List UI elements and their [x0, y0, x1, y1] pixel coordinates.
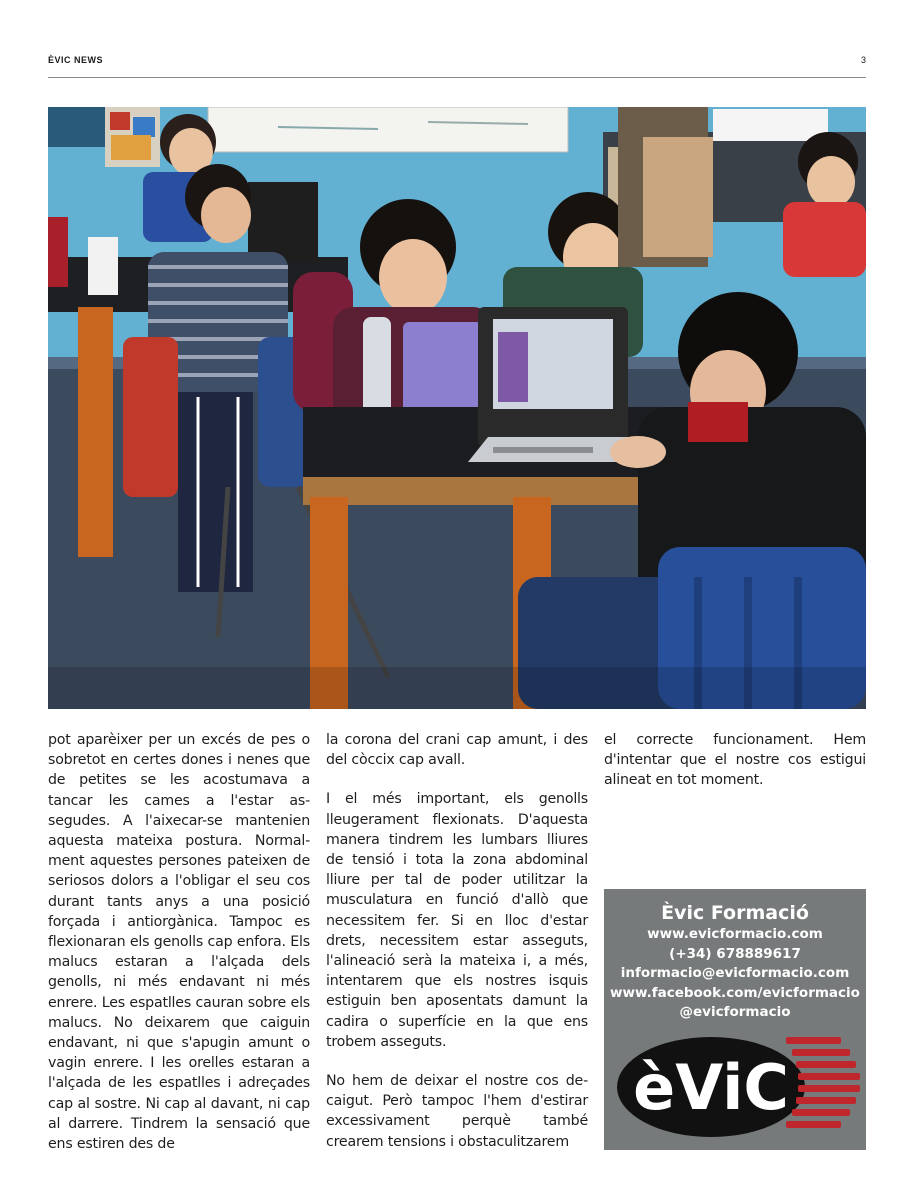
article-column-3: [604, 730, 866, 810]
article-column-2: [326, 730, 588, 1171]
logo-wordmark: èViC: [633, 1051, 789, 1124]
page-header: [48, 55, 866, 78]
classroom-photo: [48, 107, 866, 709]
col2-paragraph-1: la corona del crani cap amunt, i des del còccix cap avall.: [326, 732, 588, 769]
evic-logo: [616, 1029, 861, 1141]
ad-facebook-link[interactable]: www.facebook.com/evicformacio: [610, 984, 860, 1001]
page-number: 3: [860, 55, 866, 65]
newsletter-title: ÈVIC NEWS: [48, 55, 104, 65]
ad-handle: @evicformacio: [679, 1004, 791, 1020]
evic-advertisement: [604, 889, 866, 1150]
article-column-1: [48, 730, 310, 1173]
ad-website-link[interactable]: www.evicformacio.com: [647, 926, 823, 942]
col2-paragraph-3: No hem de deixar el nostre cos de-caigut. Però tampoc l'hem d'estirar excessivament perquè també crearem tensions i obstaculitzarem: [326, 1073, 588, 1150]
ad-title: Èvic Formació: [661, 902, 809, 924]
col2-paragraph-2: I el més important, els genolls lleugerament flexionats. D'aquesta manera tindrem les lumbars lliures de tensió i tota la zona abdominal lliure per tal de poder utilitzar la musculatura en funció d'allò que necessitem fer. Si en lloc d'estar drets, necessitem estar asseguts, l'alineació serà la mateixa i, a més, intentarem que els nostres isquis estiguin ben aposentats damunt la cadira o superfície en la que ens trobem asseguts.: [326, 791, 588, 1050]
ad-phone: (+34) 678889617: [669, 945, 801, 962]
col1-paragraph-1: pot aparèixer per un excés de pes o sobretot en certes dones i nenes que de petites se les acostumava a tancar les cames a l'estar as-segudes. A l'aixecar-se mantenien aquesta mateixa postura. Normal-ment aquestes persones pateixen de seriosos dolors a l'obligar el seu cos durant tants anys a una posició forçada i antiorgànica. Tampoc es flexionaran els genolls cap enfora. Els malucs estaran a l'alçada dels genolls, ni més endavant ni més enrere. Les espatlles cauran sobre els malucs. No deixarem que caiguin endavant, ni que s'apugin amunt o vagin enrere. I les orelles estaran a l'alçada de les espatlles i adreçades cap al sostre. Ni cap al davant, ni cap al darrere. Tindrem la sensació que ens estiren des de: [48, 732, 310, 1153]
col3-paragraph-1: el correcte funcionament. Hem d'intentar que el nostre cos estigui alineat en tot moment.: [604, 732, 866, 789]
ad-email-link[interactable]: informacio@evicformacio.com: [620, 965, 850, 981]
